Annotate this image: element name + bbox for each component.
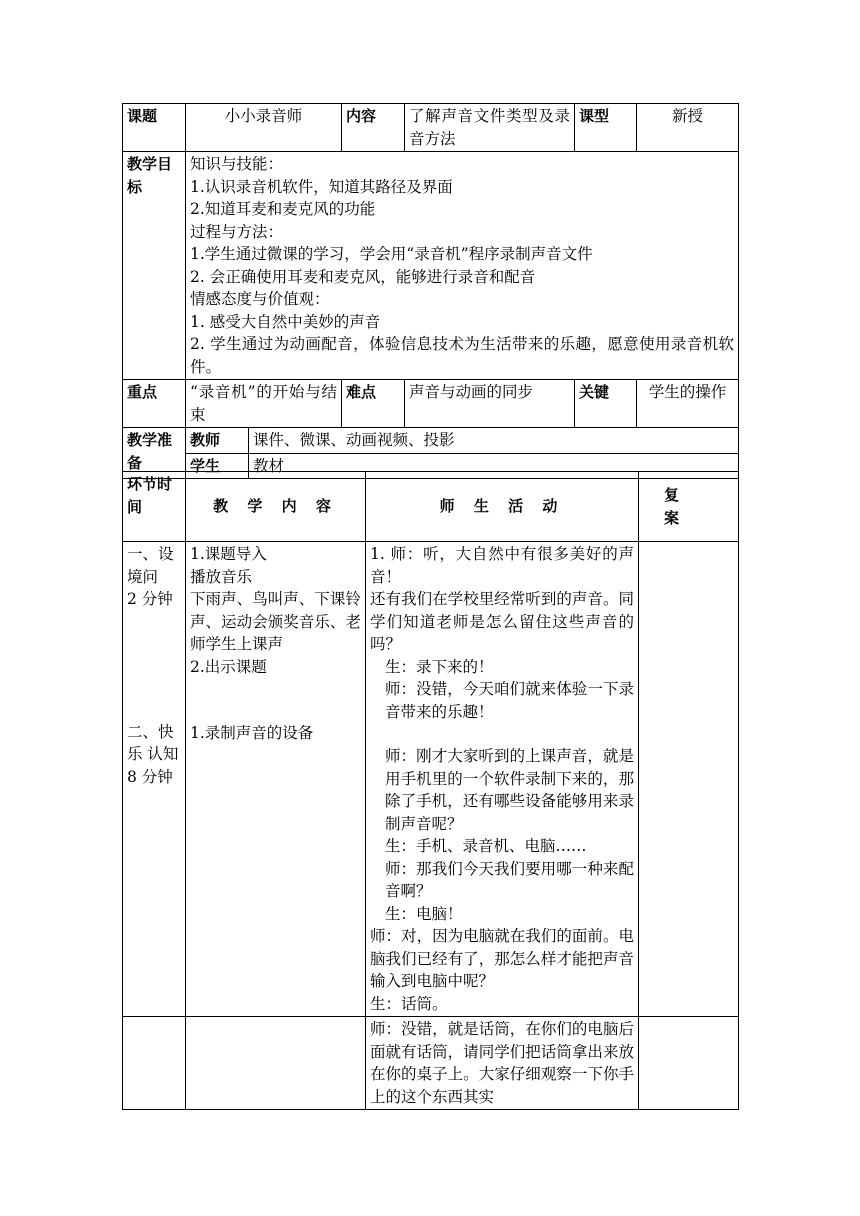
review-column — [639, 542, 739, 1017]
activity-line: 师：刚才大家听到的上课声音，就是用手机里的一个软件录制下来的，那除了手机，还有哪些设备能够用来录制声音呢？ — [385, 747, 634, 833]
lesson-info-table — [122, 103, 739, 479]
stage-item: 一、设境问 — [127, 545, 174, 586]
activity-line: 生：话筒。 — [370, 994, 448, 1013]
prep-teacher-label: 教师 — [186, 428, 249, 454]
stage-column — [123, 1017, 186, 1110]
goals-content — [186, 152, 739, 380]
activity-line: 1. 师：听，大自然中有很多美好的声音！ — [370, 545, 634, 586]
content-column — [186, 542, 366, 1017]
content-item: 1.录制声音的设备 — [190, 724, 314, 742]
activity-header: 师 生 活 动 — [366, 472, 639, 542]
stage-time: 8 分钟 — [127, 767, 173, 786]
activity-line: 师：那我们今天我们要用哪一种来配音啊？ — [385, 859, 634, 900]
difficulty-value: 声音与动画的同步 — [405, 380, 575, 428]
goal-line: 情感态度与价值观： — [190, 290, 330, 308]
goal-line: 2. 学生通过为动画配音，体验信息技术为生活带来的乐趣，愿意使用录音机软件。 — [190, 335, 735, 376]
activity-line: 还有我们在学校里经常听到的声音。同学们知道老师是怎么留住这些声音的吗？ — [370, 590, 634, 653]
goal-line: 过程与方法： — [190, 222, 284, 241]
goal-line: 1.学生通过微课的学习，学会用“录音机”程序录制声音文件 — [190, 245, 593, 263]
stage-item: 二、快乐 认知 — [127, 722, 179, 763]
prep-student-label: 学生 — [186, 453, 249, 479]
critical-value: 学生的操作 — [637, 380, 739, 428]
activity-line: 师：没错，今天咱们就来体验一下录音带来的乐趣！ — [385, 680, 634, 721]
goal-line: 1.认识录音机软件，知道其路径及界面 — [190, 177, 453, 196]
type-value: 新授 — [637, 104, 739, 152]
teaching-content-header: 教 学 内 容 — [186, 472, 366, 542]
activity-line: 生：手机、录音机、电脑…… — [385, 837, 587, 855]
content-item: 2.出示课题 — [190, 657, 267, 676]
goal-line: 2.知道耳麦和麦克风的功能 — [190, 200, 376, 218]
content-item: 播放音乐 — [190, 567, 253, 586]
activity-line: 师：对，因为电脑就在我们的面前。电脑我们已经有了，那怎么样才能把声音输入到电脑中呢？ — [370, 927, 634, 990]
activity-column — [366, 1017, 639, 1110]
teaching-process-table — [122, 471, 739, 1110]
content-item: 下雨声、鸟叫声、下课铃声、运动会颁奖音乐、老师学生上课声 — [190, 590, 361, 653]
content-label: 内容 — [342, 104, 405, 152]
stage-column — [123, 542, 186, 1017]
goal-line: 1. 感受大自然中美妙的声音 — [190, 312, 381, 331]
content-item: 1.课题导入 — [190, 545, 267, 563]
activity-column — [366, 542, 639, 1017]
prep-label: 教学准备 — [123, 428, 186, 479]
stage-time: 2 分钟 — [127, 590, 173, 608]
goal-line: 知识与技能： — [190, 155, 284, 173]
stage-time-label: 环节时间 — [123, 472, 186, 542]
goal-line: 2. 会正确使用耳麦和麦克风，能够进行录音和配音 — [190, 267, 536, 286]
content-column — [186, 1017, 366, 1110]
activity-line: 生：录下来的！ — [385, 657, 494, 676]
type-label: 课型 — [575, 104, 637, 152]
key-point-label: 重点 — [123, 380, 186, 428]
key-point-value: “录音机”的开始与结束 — [186, 380, 342, 428]
prep-teacher-value: 课件、微课、动画视频、投影 — [249, 428, 739, 454]
activity-line: 师：没错，就是话筒，在你们的电脑后面就有话筒，请同学们把话筒拿出来放在你的桌子上。大家仔细观察一下你手上的这个东西其实 — [370, 1020, 634, 1106]
topic-value: 小小录音师 — [186, 104, 342, 152]
difficulty-label: 难点 — [342, 380, 405, 428]
goals-label: 教学目标 — [123, 152, 186, 380]
topic-label: 课题 — [123, 104, 186, 152]
content-value: 了解声音文件类型及录音方法 — [405, 104, 575, 152]
review-column — [639, 1017, 739, 1110]
review-header: 复 案 — [639, 472, 739, 542]
prep-student-value: 教材 — [249, 453, 739, 479]
critical-label: 关键 — [575, 380, 637, 428]
activity-line: 生：电脑！ — [385, 904, 463, 923]
